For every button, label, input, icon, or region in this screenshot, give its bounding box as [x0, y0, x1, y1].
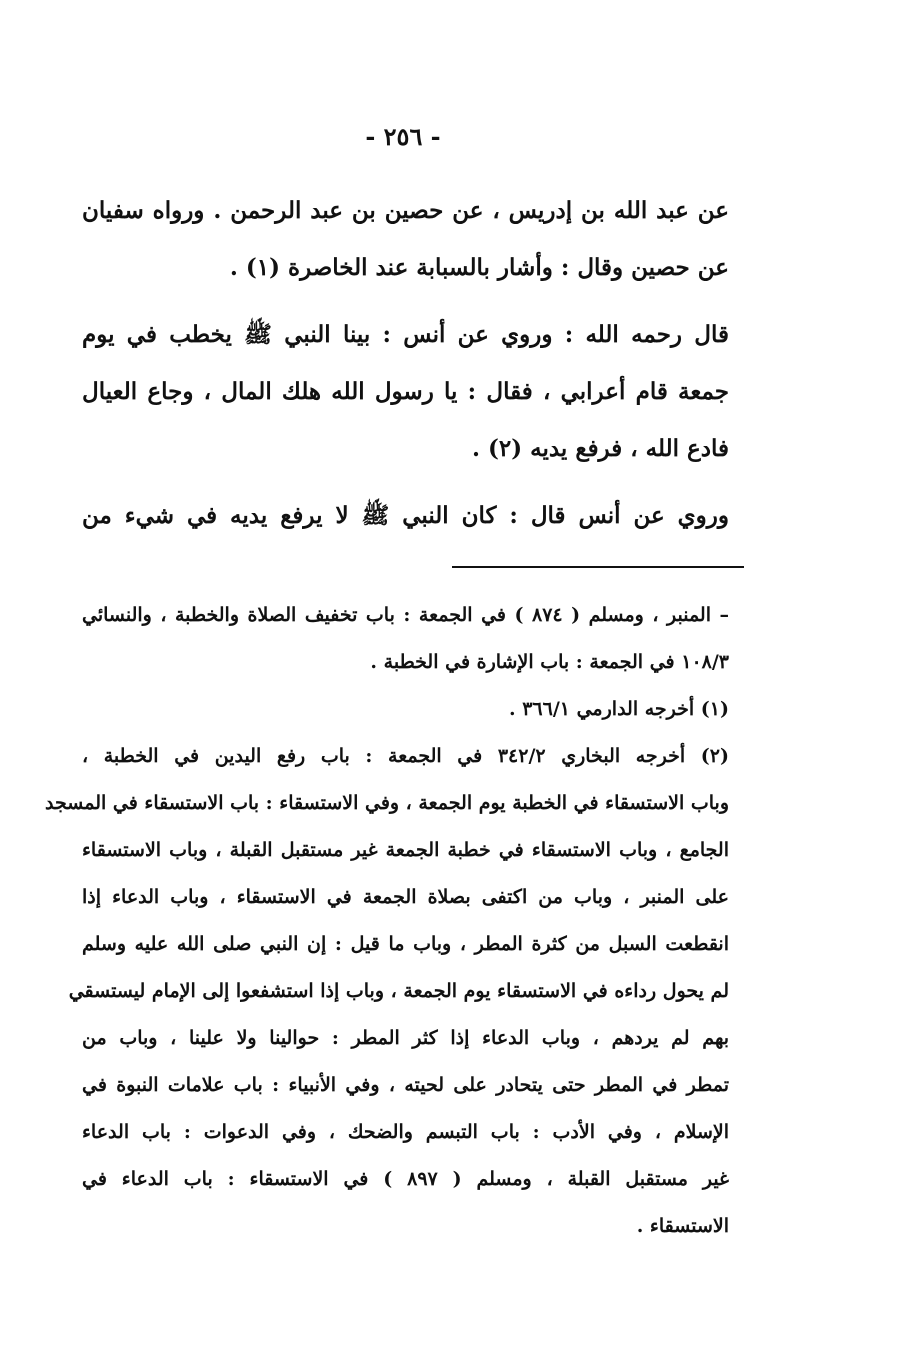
- footnote-continuation: [82, 592, 729, 686]
- text-line: عن حصين وقال : وأشار بالسبابة عند الخاصرة (١) .: [229, 254, 729, 281]
- footnote-line: (٢) أخرجه البخاري ٣٤٢/٢ في الجمعة : باب رفع اليدين في الخطبة ،: [82, 745, 729, 767]
- paragraph: [82, 306, 729, 477]
- footnote-line: انقطعت السبل من كثرة المطر ، وباب ما قيل : إن النبي صلى الله عليه وسلم: [82, 933, 729, 955]
- footnote-1: [82, 686, 729, 733]
- footnote-line: تمطر في المطر حتى يتحادر على لحيته ، وفي الأنبياء : باب علامات النبوة في: [82, 1074, 729, 1096]
- footnote-line: ١٠٨/٣ في الجمعة : باب الإشارة في الخطبة .: [370, 651, 729, 673]
- footnote-line: غير مستقبل القبلة ، ومسلم ( ٨٩٧ ) في الاستسقاء : باب الدعاء في: [82, 1168, 729, 1190]
- footnote-line: الاستسقاء .: [636, 1215, 729, 1237]
- footnote-line: لم يحول رداءه في الاستسقاء يوم الجمعة ، وباب إذا استشفعوا إلى الإمام ليستسقي: [68, 980, 729, 1002]
- footnote-line: بهم لم يردهم ، وباب الدعاء إذا كثر المطر : حوالينا ولا علينا ، وباب من: [82, 1027, 729, 1049]
- text-line: وروي عن أنس قال : كان النبي ﷺ لا يرفع يديه في شيء من: [82, 502, 729, 529]
- footnote-line: على المنبر ، وباب من اكتفى بصلاة الجمعة في الاستسقاء ، وباب الدعاء إذا: [82, 886, 729, 908]
- footnote-separator: [452, 566, 744, 568]
- paragraph: [82, 487, 729, 544]
- text-line: قال رحمه الله : وروي عن أنس : بينا النبي ﷺ يخطب في يوم: [82, 321, 729, 348]
- text-line: فادع الله ، فرفع يديه (٢) .: [471, 435, 729, 462]
- footnote-line: الإسلام ، وفي الأدب : باب التبسم والضحك ، وفي الدعوات : باب الدعاء: [82, 1121, 729, 1143]
- footnote-line: (١) أخرجه الدارمي ٣٦٦/١ .: [508, 698, 729, 720]
- footnote-line: – المنبر ، ومسلم ( ٨٧٤ ) في الجمعة : باب تخفيف الصلاة والخطبة ، والنسائي: [82, 604, 730, 626]
- footnote-line: الجامع ، وباب الاستسقاء في خطبة الجمعة غير مستقبل القبلة ، وباب الاستسقاء: [82, 839, 729, 861]
- text-line: عن عبد الله بن إدريس ، عن حصين بن عبد الرحمن . ورواه سفيان: [82, 197, 729, 224]
- text-line: جمعة قام أعرابي ، فقال : يا رسول الله هلك المال ، وجاع العيال: [82, 378, 729, 405]
- footnote-line: وباب الاستسقاء في الخطبة يوم الجمعة ، وفي الاستسقاء : باب الاستسقاء في المسجد: [45, 792, 729, 814]
- page-number: - ٢٥٦ -: [365, 122, 441, 151]
- paragraph: [82, 182, 729, 296]
- footnote-2: [45, 733, 729, 1250]
- main-text: [82, 182, 729, 544]
- footnotes: [45, 592, 730, 1250]
